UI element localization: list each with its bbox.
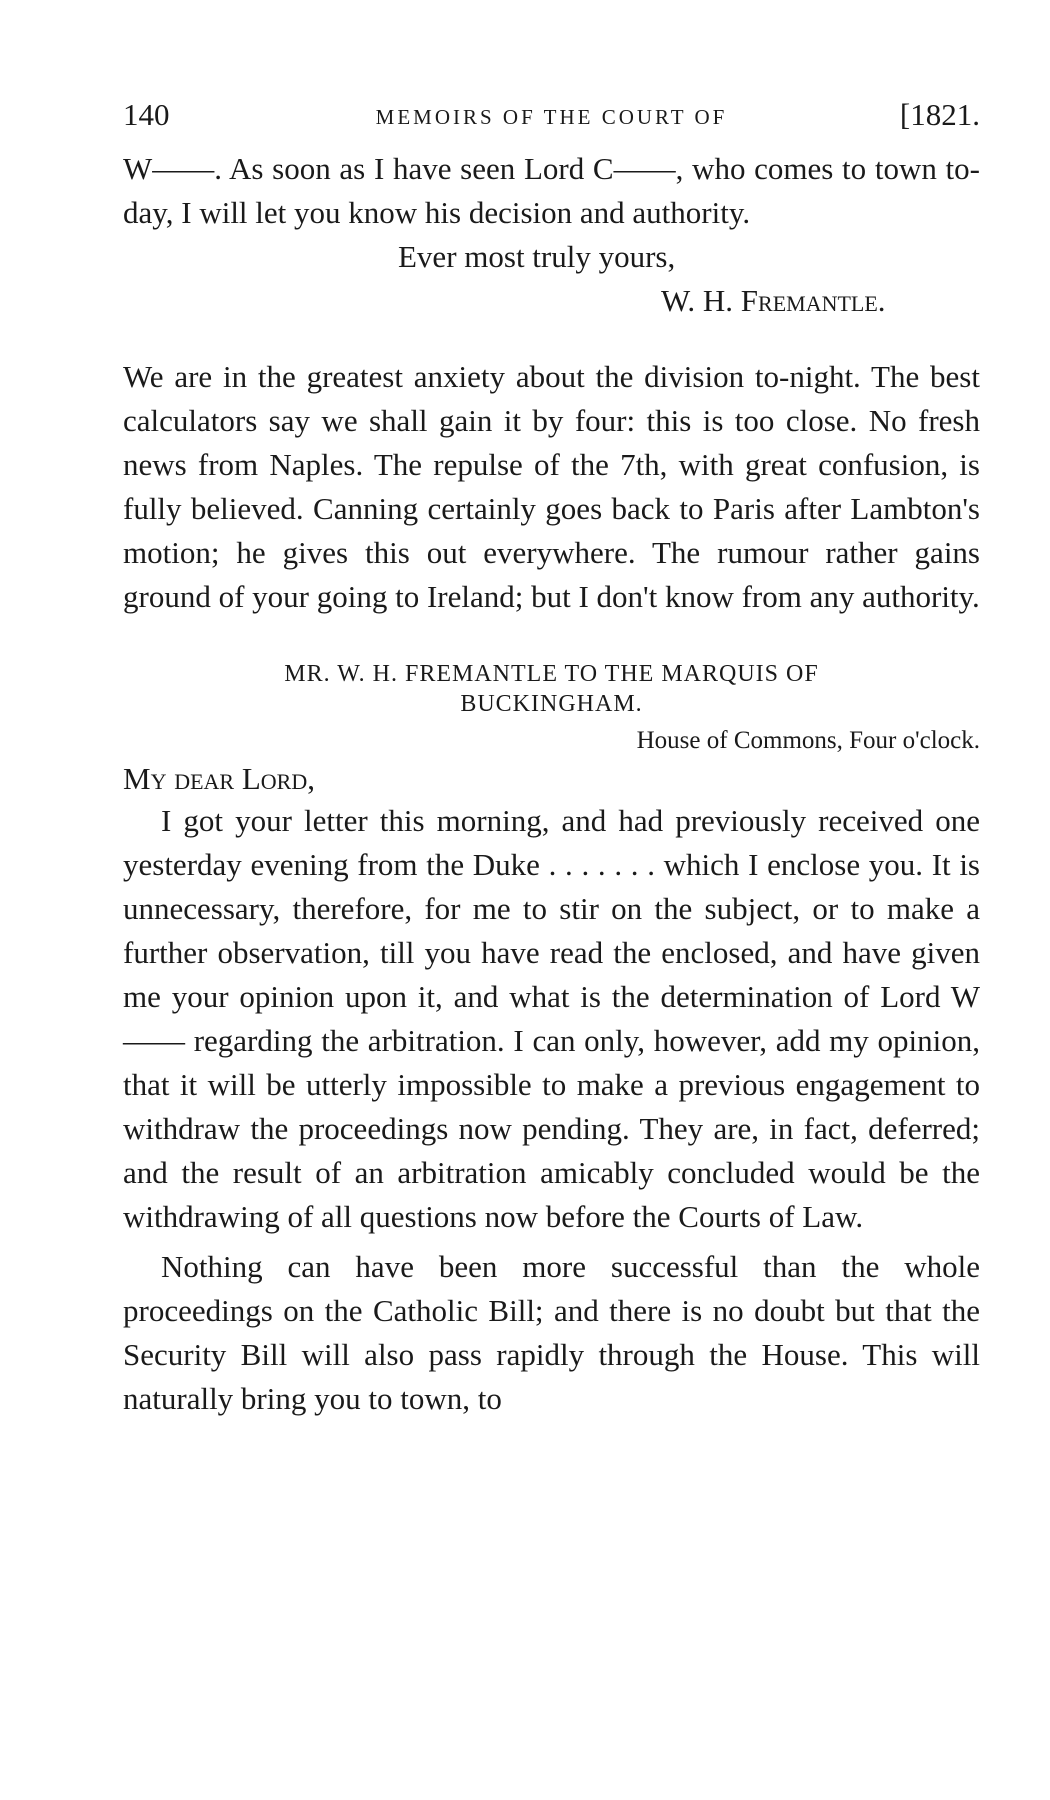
letter-salutation: My dear Lord,	[123, 761, 315, 796]
letter-heading-line-2: BUCKINGHAM.	[460, 691, 643, 717]
letter-continuation: W——. As soon as I have seen Lord C——, who comes to town to-day, I will let you know his decision and authority.	[123, 151, 980, 230]
page-number: 140	[123, 97, 170, 132]
running-title: MEMOIRS OF THE COURT OF	[375, 105, 728, 129]
postscript-paragraph: We are in the greatest anxiety about the division to-night. The best calculators say we shall gain it by four: this is too close. No fresh news from Naples. The repulse of the 7th, with great confusion, is fully believed. Canning certainly goes back to Paris after Lambton's motion; he gives this out everywhere. The rumour rather gains ground of your going to Ireland; but I don't know from any authority.	[123, 359, 980, 614]
letter-dateline: House of Commons, Four o'clock.	[636, 727, 980, 754]
letter-paragraph-1: I got your letter this morning, and had previously received one yesterday evening from the Duke . . . . . . . which I enclose you. It is unnecessary, therefore, for me to stir on the subject, or to make a further observation, till you have read the enclosed, and have given me your opinion upon it, and what is the determination of Lord W—— regarding the arbitration. I can only, however, add my opinion, that it will be utterly impossible to make a previous engagement to withdraw the proceedings now pending. They are, in fact, deferred; and the result of an arbitration amicably concluded would be the withdrawing of all questions now before the Courts of Law.	[123, 803, 980, 1234]
header-year: [1821.	[899, 97, 980, 132]
letter-closing: Ever most truly yours,	[398, 239, 676, 274]
book-page	[123, 95, 980, 1421]
running-header	[123, 95, 980, 135]
letter-heading	[123, 659, 980, 719]
letter-signature: W. H. Fremantle.	[661, 283, 886, 318]
letter-heading-line-1: MR. W. H. FREMANTLE TO THE MARQUIS OF	[284, 661, 819, 687]
letter-paragraph-2: Nothing can have been more successful than the whole proceedings on the Catholic Bill; and there is no doubt but that the Security Bill will also pass rapidly through the House. This will naturally bring you to town, to	[123, 1249, 980, 1416]
